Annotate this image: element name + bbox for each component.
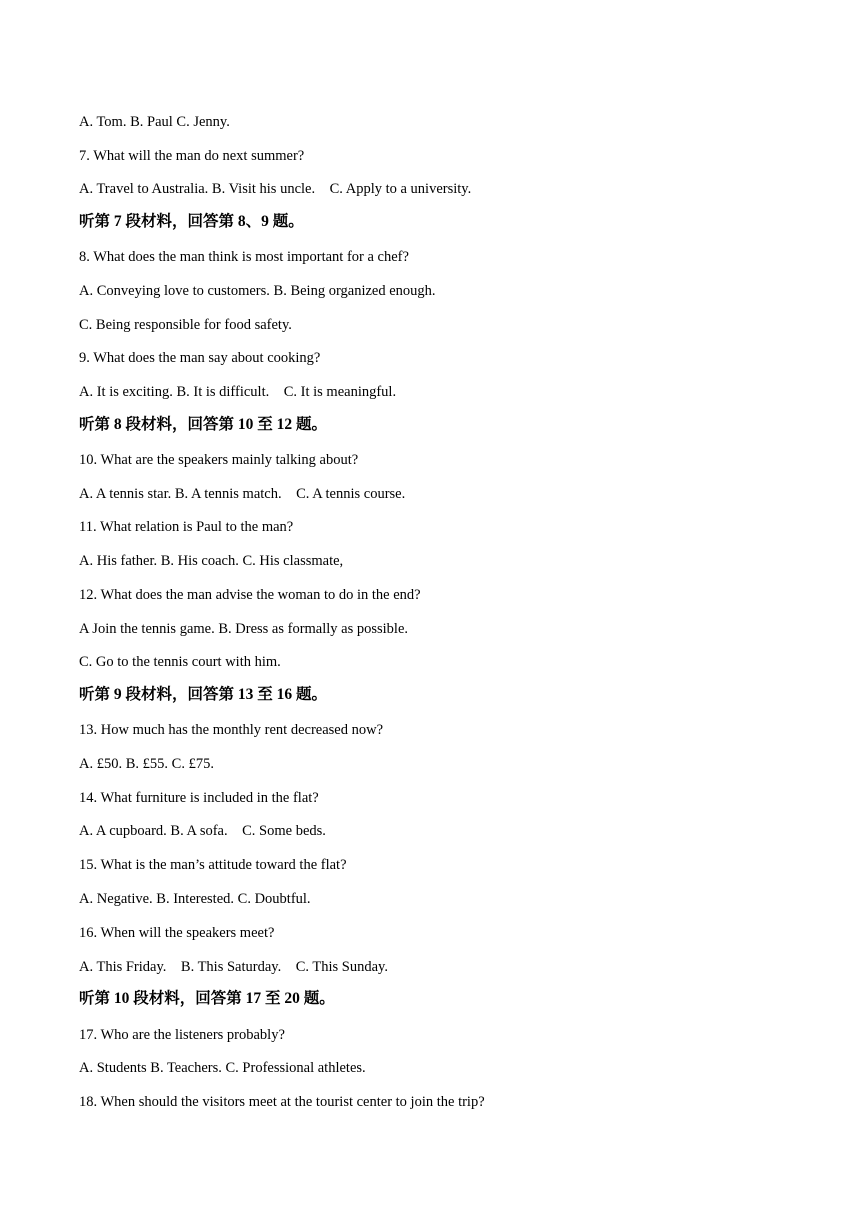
- question-11: 11. What relation is Paul to the man?: [79, 519, 294, 535]
- question-15: 15. What is the man’s attitude toward the flat?: [79, 857, 347, 873]
- answer-options-q12-c: C. Go to the tennis court with him.: [79, 654, 281, 670]
- question-18: 18. When should the visitors meet at the tourist center to join the trip?: [79, 1094, 485, 1110]
- answer-options-q15: A. Negative. B. Interested. C. Doubtful.: [79, 891, 311, 907]
- answer-options-q17: A. Students B. Teachers. C. Professional athletes.: [79, 1060, 366, 1076]
- answer-options-q14: A. A cupboard. B. A sofa. C. Some beds.: [79, 823, 326, 839]
- answer-options-q8-c: C. Being responsible for food safety.: [79, 317, 292, 333]
- answer-options-q9: A. It is exciting. B. It is difficult. C. It is meaningful.: [79, 384, 397, 400]
- answer-options-q12-ab: A Join the tennis game. B. Dress as formally as possible.: [79, 621, 409, 637]
- question-9: 9. What does the man say about cooking?: [79, 350, 321, 366]
- question-14: 14. What furniture is included in the flat?: [79, 790, 319, 806]
- answer-options-q8-ab: A. Conveying love to customers. B. Being organized enough.: [79, 283, 436, 299]
- section-heading-8: 听第 8 段材料，回答第 10 至 12 题。: [79, 416, 328, 433]
- section-heading-10: 听第 10 段材料，回答第 17 至 20 题。: [79, 990, 335, 1007]
- section-heading-7: 听第 7 段材料，回答第 8、9 题。: [79, 213, 304, 230]
- answer-options-q10: A. A tennis star. B. A tennis match. C. A tennis course.: [79, 486, 406, 502]
- question-8: 8. What does the man think is most important for a chef?: [79, 249, 409, 265]
- question-16: 16. When will the speakers meet?: [79, 925, 275, 941]
- question-12: 12. What does the man advise the woman to do in the end?: [79, 587, 421, 603]
- question-13: 13. How much has the monthly rent decreased now?: [79, 722, 384, 738]
- question-10: 10. What are the speakers mainly talking about?: [79, 452, 359, 468]
- question-17: 17. Who are the listeners probably?: [79, 1027, 285, 1043]
- answer-options-q7: A. Travel to Australia. B. Visit his uncle. C. Apply to a university.: [79, 181, 472, 197]
- question-7: 7. What will the man do next summer?: [79, 148, 305, 164]
- answer-options-q13: A. £50. B. £55. C. £75.: [79, 756, 214, 772]
- answer-options-q6: A. Tom. B. Paul C. Jenny.: [79, 114, 230, 130]
- answer-options-q16: A. This Friday. B. This Saturday. C. This Sunday.: [79, 959, 388, 975]
- answer-options-q11: A. His father. B. His coach. C. His classmate,: [79, 553, 344, 569]
- section-heading-9: 听第 9 段材料，回答第 13 至 16 题。: [79, 686, 328, 703]
